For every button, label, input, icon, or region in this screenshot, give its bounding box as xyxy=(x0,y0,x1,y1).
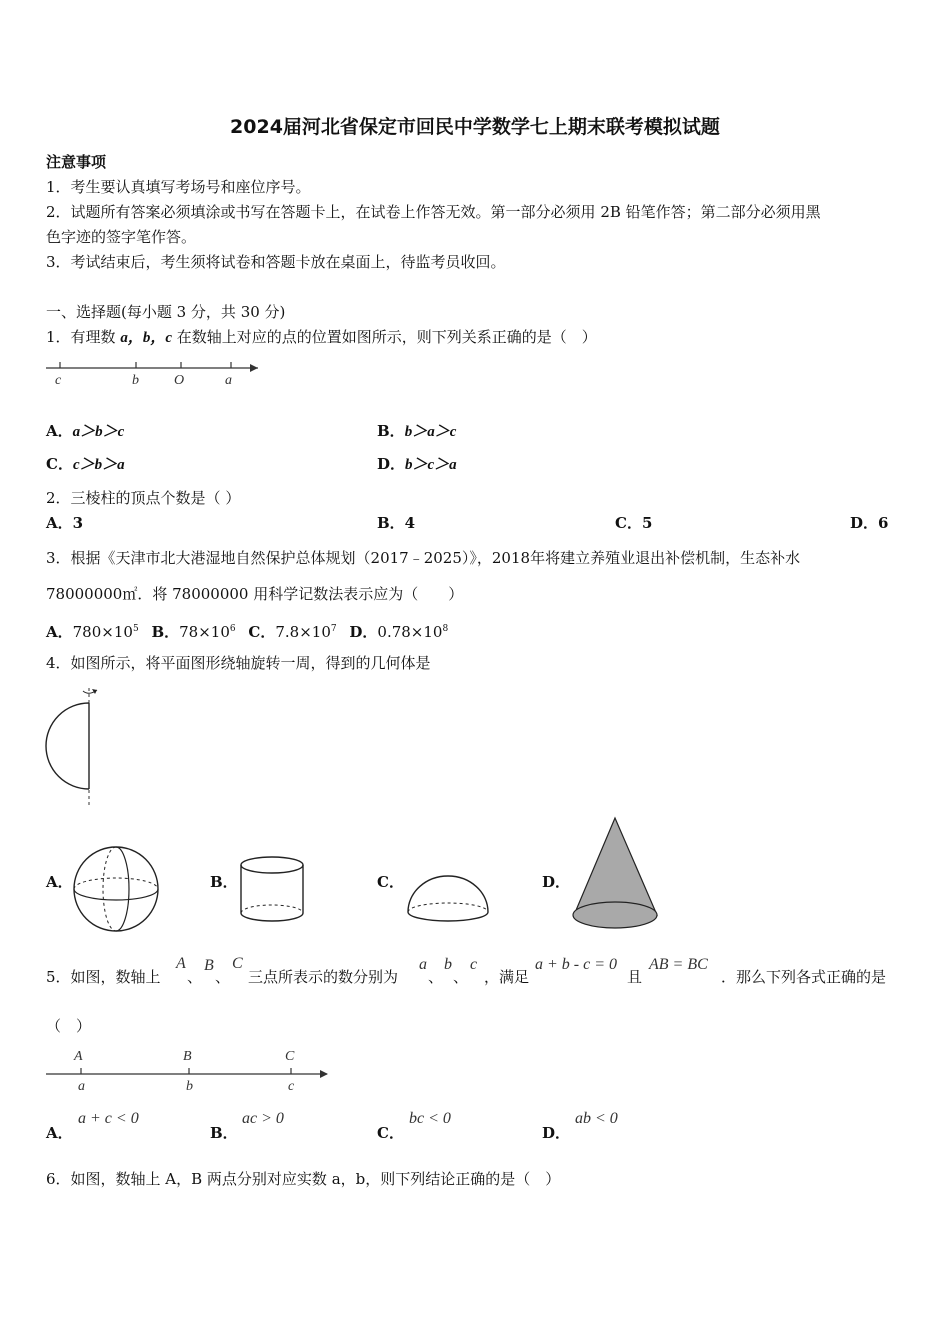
q2-option-b: B．4 xyxy=(377,514,416,532)
q1-option-a: A．a＞b＞c xyxy=(46,422,125,440)
q5-option-c-label: C． xyxy=(377,1124,404,1142)
q4-option-d-label: D． xyxy=(542,873,571,891)
q5-point-c: C xyxy=(232,955,243,972)
notice-item-1: 1．考生要认真填写考场号和座位序号。 xyxy=(46,178,311,196)
q4-option-c-label: C． xyxy=(377,873,404,891)
page-title: 2024届河北省保定市回民中学数学七上期末联考模拟试题 xyxy=(230,116,720,138)
q2-option-d: D．6 xyxy=(850,514,889,532)
q5-stem-part4: 且 xyxy=(627,968,643,986)
q1-option-b: B．b＞a＞c xyxy=(377,422,457,440)
q5-paren: （ ） xyxy=(46,1017,92,1035)
q5-sep3: 、 xyxy=(428,968,444,986)
q5-point-a: A xyxy=(176,955,186,972)
q2-option-c: C．5 xyxy=(615,514,653,532)
q5-condition-1: a + b - c = 0 xyxy=(535,956,618,973)
q5-axis-bottom-c: c xyxy=(288,1079,295,1094)
q5-axis-top-a: A xyxy=(74,1049,83,1064)
q5-sep1: 、 xyxy=(187,968,203,986)
q5-var-a: a xyxy=(419,956,427,973)
q5-var-b: b xyxy=(444,956,452,973)
q5-stem-part3: ，满足 xyxy=(484,968,530,986)
q5-option-d-label: D． xyxy=(542,1124,571,1142)
q5-axis-bottom-a: a xyxy=(78,1079,85,1094)
q2-stem: 2．三棱柱的顶点个数是（ ） xyxy=(46,489,241,507)
q5-sep2: 、 xyxy=(215,968,231,986)
q5-option-a: a + c < 0 xyxy=(78,1110,139,1127)
q5-stem-part5: ．那么下列各式正确的是 xyxy=(721,968,887,986)
q5-option-a-label: A． xyxy=(46,1124,73,1142)
q5-option-b-label: B． xyxy=(210,1124,238,1142)
q4-option-b-label: B． xyxy=(210,873,238,891)
q4-stem: 4．如图所示，将平面图形绕轴旋转一周，得到的几何体是 xyxy=(46,654,431,672)
q3-options: A．$780\times 10^5$ B．$78\times 10^6$ C．$7.8\times 10^7$ D．$0.78\times 10^8$ xyxy=(46,623,449,641)
notice-item-2b: 色字迹的签字笔作答。 xyxy=(46,228,197,246)
q5-stem-part1: 5．如图，数轴上 xyxy=(46,968,161,986)
q5-condition-2: AB = BC xyxy=(649,956,708,973)
q1-stem-post: 在数轴上对应的点的位置如图所示，则下列关系正确的是（ ） xyxy=(171,328,597,346)
q5-option-c: bc < 0 xyxy=(409,1110,451,1127)
notice-heading: 注意事项 xyxy=(46,153,107,171)
q1-axis-label-o: O xyxy=(174,373,185,388)
section-heading: 一、选择题(每小题 3 分，共 30 分) xyxy=(46,303,286,321)
q5-option-b: ac > 0 xyxy=(242,1110,284,1127)
q3-stem-line2: 78000000㎡．将 78000000 用科学记数法表示应为（ ） xyxy=(46,585,464,603)
q6-stem: 6．如图，数轴上 A，B 两点分别对应实数 a，b，则下列结论正确的是（ ） xyxy=(46,1170,561,1188)
q2-option-a: A．3 xyxy=(46,514,84,532)
q5-axis-top-b: B xyxy=(183,1049,192,1064)
q5-point-b: B xyxy=(204,957,214,974)
q5-var-c: c xyxy=(470,956,478,973)
q1-vars: a，b，c xyxy=(120,330,172,346)
q4-option-a-label: A． xyxy=(46,873,73,891)
q5-axis-bottom-b: b xyxy=(186,1079,193,1094)
q1-stem-pre: 1．有理数 xyxy=(46,328,121,346)
q1-option-c: C．c＞b＞a xyxy=(46,455,125,473)
q5-option-d: ab < 0 xyxy=(575,1110,618,1127)
q1-option-d: D．b＞c＞a xyxy=(377,455,457,473)
notice-item-3: 3．考试结束后，考生须将试卷和答题卡放在桌面上，待监考员收回。 xyxy=(46,253,506,271)
q1-axis-label-a: a xyxy=(225,373,232,388)
q5-sep4: 、 xyxy=(453,968,469,986)
q1-axis-label-c: c xyxy=(55,373,62,388)
q5-stem-part2: 三点所表示的数分别为 xyxy=(248,968,399,986)
q3-stem-line1: 3．根据《天津市北大港湿地自然保护总体规划（2017﹣2025）》，2018年将建立养殖业退出补偿机制，生态补水 xyxy=(46,549,801,567)
q1-axis-label-b: b xyxy=(132,373,139,388)
q5-axis-top-c: C xyxy=(285,1049,295,1064)
notice-item-2a: 2．试题所有答案必须填涂或书写在答题卡上，在试卷上作答无效。第一部分必须用 2B 铅笔作答；第二部分必须用黑 xyxy=(46,203,821,221)
